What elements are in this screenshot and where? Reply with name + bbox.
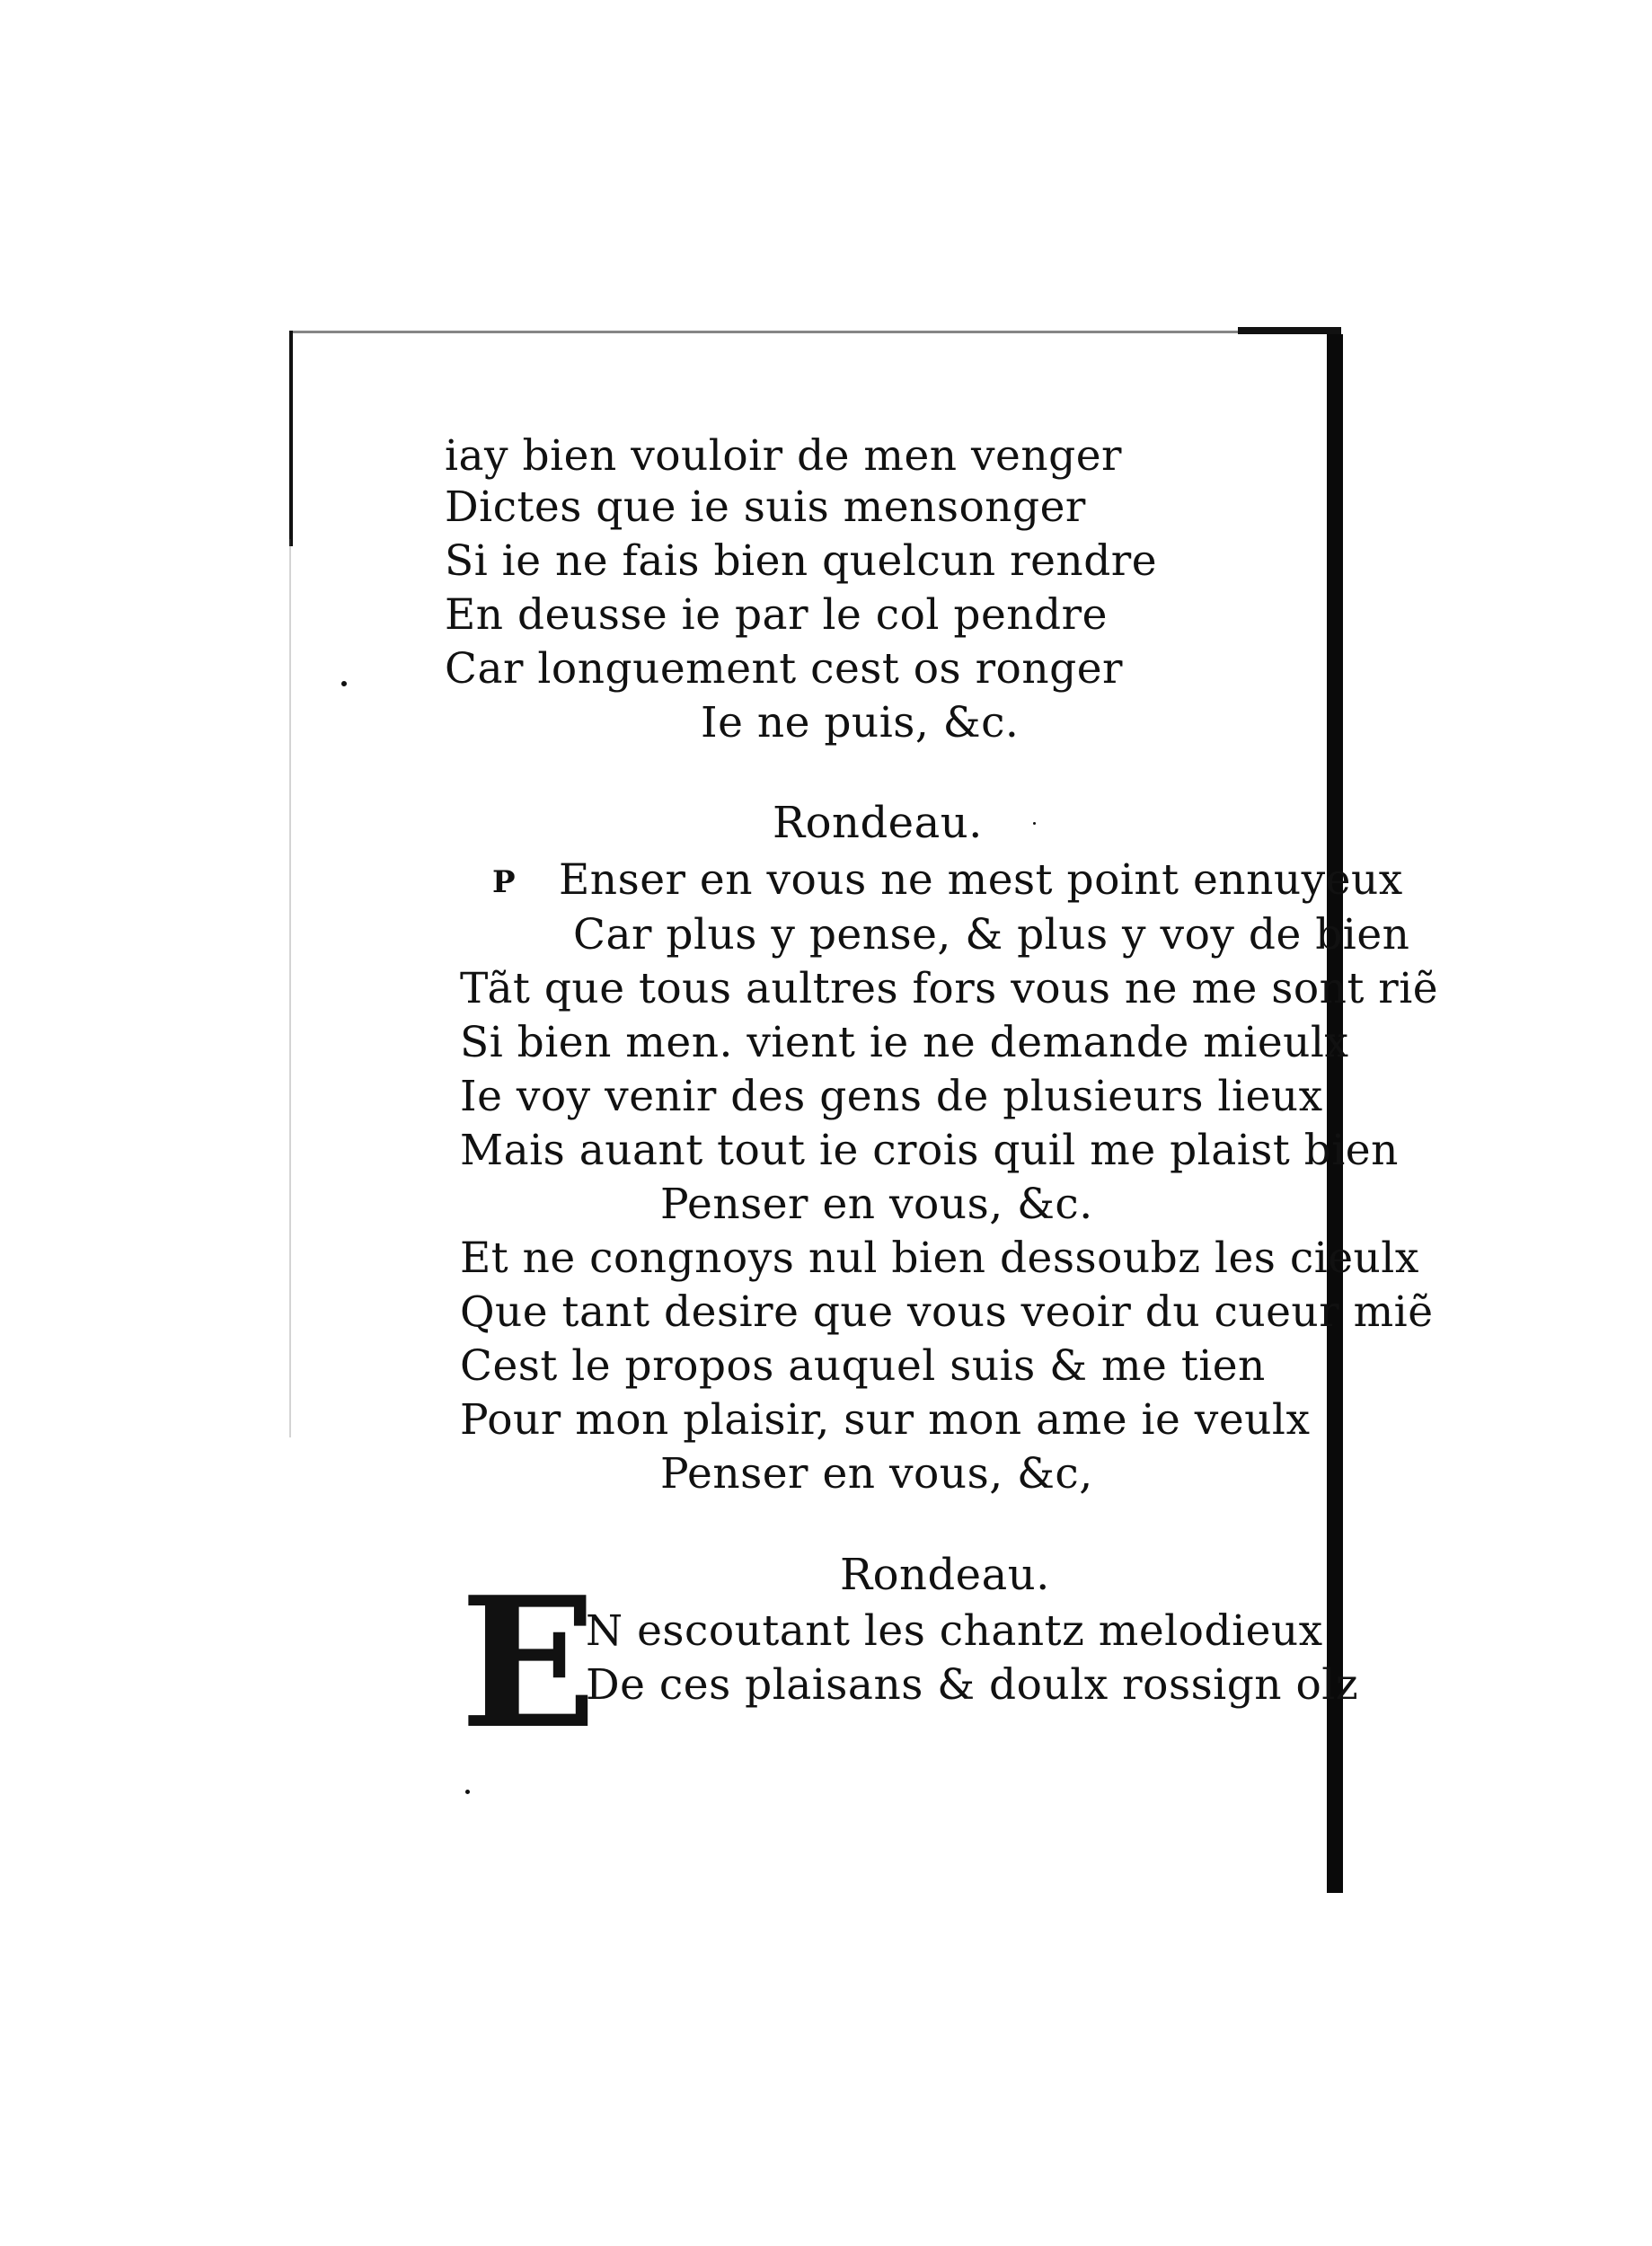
left-frame-rule: [289, 331, 293, 546]
ink-speck: [341, 681, 347, 686]
section-heading: Rondeau.: [773, 798, 983, 848]
verse-line: De ces plaisans & doulx rossign olz: [586, 1660, 1359, 1710]
refrain-line: Ie ne puis, &c.: [701, 698, 1020, 747]
ink-speck: [1033, 822, 1036, 825]
verse-line: iay bien vouloir de men venger: [445, 431, 1123, 481]
verse-line: Que tant desire que vous veoir du cueur miẽ: [460, 1287, 1434, 1337]
initial-letter: P: [492, 864, 516, 900]
refrain-line: Penser en vous, &c.: [660, 1180, 1093, 1229]
verse-line: Enser en vous ne mest point ennuyeux: [559, 855, 1403, 905]
verse-line: Si ie ne fais bien quelcun rendre: [445, 536, 1158, 586]
verse-line: Car longuement cest os ronger: [445, 644, 1123, 694]
verse-line: Pour mon plaisir, sur mon ame ie veulx: [460, 1395, 1311, 1445]
section-heading: Rondeau.: [840, 1550, 1050, 1600]
drop-cap-initial: E: [460, 1558, 592, 1769]
right-frame-rule: [1327, 334, 1343, 1893]
top-right-frame-rule: [1238, 327, 1341, 334]
verse-line: Et ne congnoys nul bien dessoubz les cieulx: [460, 1234, 1419, 1283]
refrain-line: Penser en vous, &c,: [660, 1449, 1093, 1499]
verse-line: En deusse ie par le col pendre: [445, 590, 1108, 640]
verse-line: Tãt que tous aultres fors vous ne me sont riẽ: [460, 964, 1439, 1013]
verse-line: Ie voy venir des gens de plusieurs lieux: [460, 1072, 1323, 1121]
verse-line: Dictes que ie suis mensonger: [445, 482, 1086, 532]
verse-line: Si bien men. vient ie ne demande mieulx: [460, 1018, 1349, 1067]
verse-line: Car plus y pense, & plus y voy de bien: [573, 910, 1410, 959]
verse-line: Mais auant tout ie crois quil me plaist bien: [460, 1126, 1399, 1175]
verse-line: Cest le propos auquel suis & me tien: [460, 1341, 1266, 1391]
verse-line: N escoutant les chantz melodieux: [586, 1606, 1323, 1656]
left-faint-rule: [289, 539, 291, 1437]
ink-speck: [465, 1790, 470, 1794]
top-frame-rule: [289, 331, 1340, 333]
